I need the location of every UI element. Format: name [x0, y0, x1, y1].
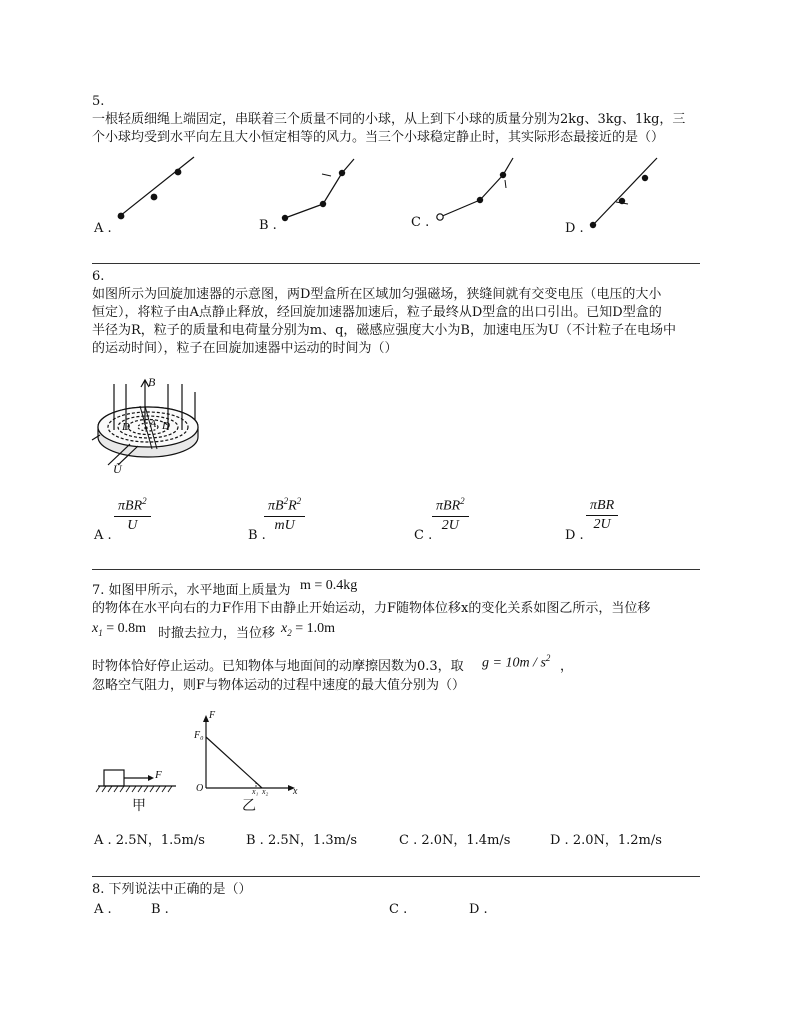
q7-yi-x2-label: x₂ — [262, 787, 269, 796]
q6-option-a-num: πBR — [118, 498, 143, 514]
q6-option-b-num-tail: R — [288, 498, 297, 514]
q8-option-a[interactable]: A . — [94, 902, 112, 917]
q8-option-b[interactable]: B . — [151, 902, 169, 917]
q7-text-line4: 时物体恰好停止运动。已知物体与地面间的动摩擦因数为0.3，取 — [92, 659, 464, 674]
q7-jia-caption: 甲 — [132, 798, 146, 814]
q7-yi-f0-label: F₀ — [194, 730, 204, 741]
q7-x2-sub: 2 — [287, 627, 292, 638]
q6-option-b-num: πB — [268, 498, 284, 514]
q7-option-a[interactable]: A . 2.5N，1.5m/s — [94, 833, 205, 848]
q6-option-d-label[interactable]: D . — [565, 528, 584, 543]
cyclotron-label-b: B — [148, 375, 156, 389]
q6-text-line1: 如图所示为回旋加速器的示意图，两D型盒所在区域加匀强磁场，狭缝间就有交变电压（电压的大小 — [92, 287, 662, 302]
cyclotron-label-u: Ũ — [113, 462, 122, 476]
q6-option-c-num-sup: 2 — [460, 496, 465, 506]
separator-q7-q8 — [92, 876, 700, 877]
q6-option-d-den: 2U — [593, 517, 611, 532]
q6-number: 6. — [92, 269, 105, 284]
q7-option-d[interactable]: D . 2.0N，1.2m/s — [550, 833, 662, 848]
q6-option-d-num: πBR — [586, 498, 618, 516]
q8-option-d[interactable]: D . — [469, 902, 488, 917]
q8-option-c[interactable]: C . — [389, 902, 408, 917]
q7-x1-sub: 1 — [98, 627, 103, 638]
q7-x2-value: = 1.0m — [291, 621, 336, 636]
q7-jia-force-label: F — [155, 769, 162, 781]
q7-text-line3: 时撤去拉力，当位移 — [158, 626, 276, 641]
q7-mass-formula: m = 0.4kg — [300, 578, 358, 593]
q5-option-d-label[interactable]: D . — [565, 221, 584, 236]
q7-option-c[interactable]: C . 2.0N，1.4m/s — [399, 833, 511, 848]
q7-yi-caption: 乙 — [242, 798, 256, 814]
q7-text-line5: 忽略空气阻力，则F与物体运动的过程中速度的最大值分别为（） — [92, 678, 466, 693]
q7-yi-x-axis-label: x — [293, 786, 298, 797]
q5-option-b-label[interactable]: B . — [259, 218, 277, 233]
cyclotron-label-d-left: D — [122, 421, 130, 433]
q6-option-b-num-sup2: 2 — [296, 496, 302, 506]
q7-x1-var: x — [92, 621, 99, 636]
q6-option-c-label[interactable]: C . — [414, 528, 433, 543]
q7-x2-var: x — [281, 621, 288, 636]
q7-text-line2: 的物体在水平向右的力F作用下由静止开始运动，力F随物体位移x的变化关系如图乙所示，当位移 — [92, 601, 651, 616]
q7-yi-y-axis-label: F — [209, 710, 216, 721]
q6-option-c-den: 2U — [441, 517, 459, 533]
q7-g-sup: 2 — [545, 653, 551, 663]
q5-text-line1: 一根轻质细绳上端固定，串联着三个质量不同的小球，从上到下小球的质量分别为2kg、3kg、1kg，三 — [92, 112, 686, 127]
q5-number: 5. — [92, 94, 105, 109]
q6-option-a-den: U — [127, 517, 138, 533]
q7-option-b[interactable]: B . 2.5N，1.3m/s — [246, 833, 358, 848]
q8-question: 8. 下列说法中正确的是（） — [92, 882, 252, 897]
q7-text-line1: 7. 如图甲所示，水平地面上质量为 — [92, 583, 291, 598]
q6-text-line3: 半径为R，粒子的质量和电荷量分别为m、q，磁感应强度大小为B，加速电压为U（不计粒子在电场中 — [92, 323, 676, 338]
q5-option-c-label[interactable]: C . — [411, 215, 430, 230]
q6-option-b-num-sup: 2 — [283, 496, 289, 506]
q7-g-comma: ， — [560, 659, 574, 674]
q5-option-a-label[interactable]: A . — [94, 221, 112, 236]
cyclotron-label-d-right: D — [162, 420, 170, 432]
q5-text-line2: 个小球均受到水平向左且大小恒定相等的风力。当三个小球稳定静止时，其实际形态最接近的是（） — [92, 130, 665, 145]
q6-option-c-num: πBR — [436, 498, 461, 514]
cyclotron-label-a: A — [150, 419, 157, 430]
q7-yi-origin-label: O — [196, 783, 204, 794]
q7-yi-x1-label: x₁ — [252, 787, 259, 796]
q6-option-a-label[interactable]: A . — [94, 528, 112, 543]
q6-text-line2: 恒定），将粒子由A点静止释放，经回旋加速器加速后，粒子最终从D型盒的出口引出。已知D型盒的 — [92, 305, 662, 320]
q6-text-line4: 的运动时间），粒子在回旋加速器中运动的时间为（） — [92, 341, 398, 356]
q6-option-b-label[interactable]: B . — [248, 528, 266, 543]
q7-x1-value: = 0.8m — [102, 621, 147, 636]
q6-option-b-den: mU — [274, 517, 295, 533]
q6-option-a-num-sup: 2 — [142, 496, 147, 506]
q7-g-value: g = 10m / s — [482, 655, 546, 671]
